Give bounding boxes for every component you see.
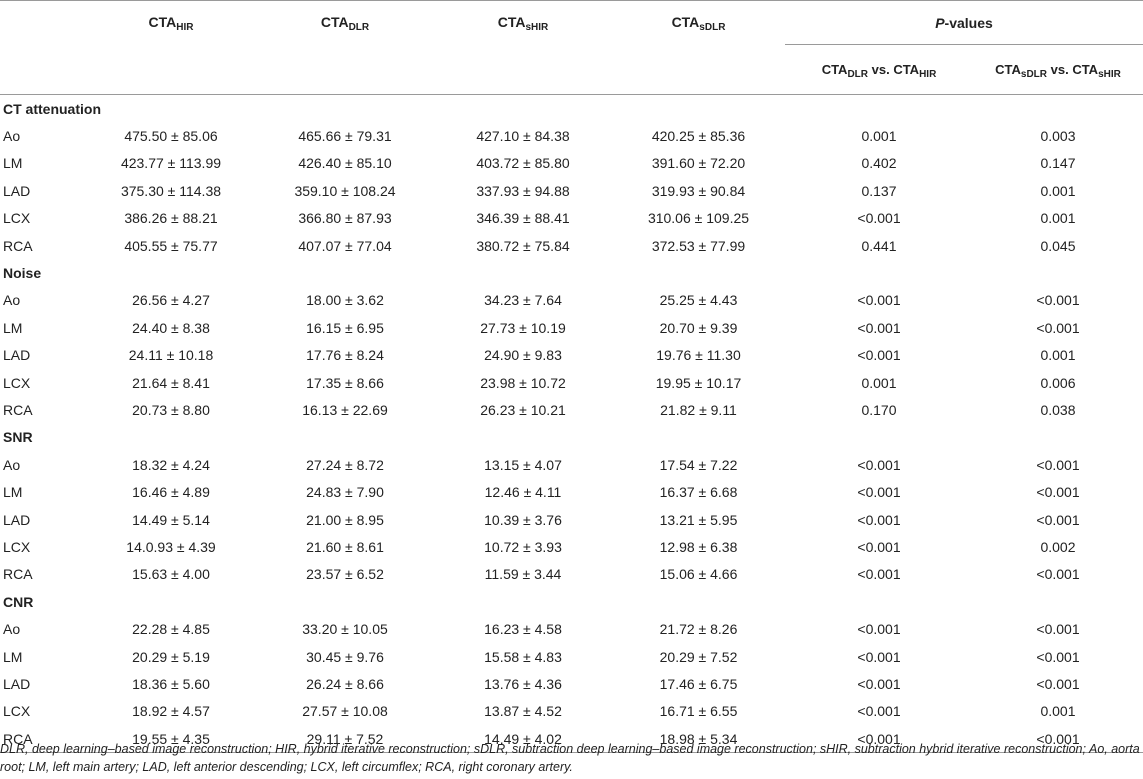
p-value-cell: <0.001 [857, 511, 901, 528]
value-cell: 16.23 ± 4.58 [484, 621, 562, 638]
section-title: Noise [3, 265, 42, 282]
value-cell: 17.35 ± 8.66 [306, 374, 384, 391]
table-footnote: DLR, deep learning–based image reconstruction; HIR, hybrid iterative reconstruction; sDLR, subtraction deep learning–based image reconstruction; sHIR, subtraction hybrid iterative reconstruction; Ao, aorta root; LM, left main artery; LAD, left anterior descending; LCX, left circumflex; RCA, right coronary artery. [0, 742, 1140, 774]
header-cta-sdlr: $CTA_{sDLR}$ [612, 1, 785, 95]
row-label: LM [3, 648, 23, 665]
header-cta-dlr: $CTA_{DLR}$ [256, 1, 434, 95]
value-cell: 423.77 ± 113.99 [120, 155, 222, 172]
table-row [0, 232, 1143, 259]
section-row [0, 95, 1143, 123]
section-row [0, 259, 1143, 286]
value-cell: 366.80 ± 87.93 [298, 210, 392, 227]
p-value-cell: <0.001 [857, 319, 901, 336]
value-cell: 25.25 ± 4.43 [659, 292, 738, 309]
p-value-cell: 0.001 [1040, 347, 1076, 364]
header-empty-cell [0, 1, 86, 95]
p-value-cell: <0.001 [973, 725, 1143, 753]
value-cell: 20.29 ± 7.52 [659, 648, 738, 665]
value-cell: 19.55 ± 4.35 [86, 725, 256, 753]
row-label: LCX [3, 374, 31, 391]
value-cell: 391.60 ± 72.20 [651, 155, 746, 172]
row-label: RCA [0, 725, 86, 753]
section-title: SNR [3, 429, 33, 446]
value-cell: 20.73 ± 8.80 [132, 401, 210, 418]
value-cell: 23.98 ± 10.72 [480, 374, 566, 391]
p-value-cell: 0.001 [1040, 182, 1076, 199]
value-cell: 319.93 ± 90.84 [651, 182, 746, 199]
value-cell: 475.50 ± 85.06 [124, 128, 218, 145]
p-value-cell: <0.001 [857, 621, 901, 638]
value-cell: 337.93 ± 94.88 [476, 182, 570, 199]
table-row [0, 643, 1143, 670]
value-cell: 24.83 ± 7.90 [306, 484, 384, 501]
p-value-cell: 0.441 [861, 237, 897, 254]
value-cell: 16.46 ± 4.89 [132, 484, 210, 501]
value-cell: 24.11 ± 10.18 [128, 347, 214, 364]
row-label: LM [3, 484, 23, 501]
value-cell: 27.73 ± 10.19 [480, 319, 566, 336]
value-cell: 359.10 ± 108.24 [294, 182, 396, 199]
p-value-cell: <0.001 [857, 292, 901, 309]
value-cell: 12.98 ± 6.38 [659, 538, 738, 555]
table-row [0, 150, 1143, 177]
p-value-cell: 0.137 [861, 182, 897, 199]
row-label: Ao [3, 621, 21, 638]
value-cell: 405.55 ± 75.77 [124, 237, 218, 254]
p-value-cell: <0.001 [857, 675, 901, 692]
p-value-cell: 0.001 [1040, 210, 1076, 227]
table-row [0, 533, 1143, 560]
p-value-cell: <0.001 [1036, 648, 1080, 665]
row-label: LCX [3, 538, 31, 555]
value-cell: 17.46 ± 6.75 [659, 675, 738, 692]
value-cell: 407.07 ± 77.04 [298, 237, 392, 254]
value-cell: 13.21 ± 5.95 [659, 511, 738, 528]
p-value-cell: <0.001 [857, 703, 901, 720]
table-row [0, 122, 1143, 149]
table-row [0, 342, 1143, 369]
value-cell: 15.58 ± 4.83 [484, 648, 562, 665]
value-cell: 21.82 ± 9.11 [660, 401, 737, 418]
row-label: LAD [3, 347, 31, 364]
row-label: LCX [3, 703, 31, 720]
table-row [0, 615, 1143, 642]
value-cell: 380.72 ± 75.84 [476, 237, 570, 254]
p-value-cell: 0.045 [1040, 237, 1076, 254]
value-cell: 24.90 ± 9.83 [484, 347, 562, 364]
section-title: CNR [3, 593, 34, 610]
value-cell: 26.24 ± 8.66 [306, 675, 384, 692]
row-label: Ao [3, 128, 21, 145]
header-cta-shir: $CTA_{sHIR}$ [434, 1, 612, 95]
value-cell: 10.39 ± 3.76 [484, 511, 562, 528]
p-value-cell: 0.001 [861, 128, 897, 145]
row-label: LAD [3, 511, 31, 528]
value-cell: 12.46 ± 4.11 [484, 484, 562, 501]
row-label: Ao [3, 292, 21, 309]
value-cell: 14.0.93 ± 4.39 [126, 538, 216, 555]
value-cell: 10.72 ± 3.93 [484, 538, 562, 555]
p-value-cell: 0.147 [1040, 155, 1076, 172]
value-cell: 16.71 ± 6.55 [659, 703, 738, 720]
value-cell: 426.40 ± 85.10 [298, 155, 392, 172]
value-cell: 375.30 ± 114.38 [120, 182, 222, 199]
p-value-cell: 0.001 [1040, 703, 1076, 720]
value-cell: 18.98 ± 5.34 [612, 725, 785, 753]
section-row [0, 588, 1143, 615]
p-value-cell: 0.002 [1040, 538, 1076, 555]
value-cell: 26.56 ± 4.27 [132, 292, 210, 309]
table-row [0, 670, 1143, 697]
table-row [0, 205, 1143, 232]
p-value-cell: <0.001 [857, 456, 901, 473]
p-value-cell: <0.001 [857, 648, 901, 665]
value-cell: 27.24 ± 8.72 [306, 456, 384, 473]
value-cell: 18.92 ± 4.57 [132, 703, 210, 720]
p-value-cell: 0.170 [861, 401, 897, 418]
p-value-cell: <0.001 [857, 484, 901, 501]
header-cta-hir: $CTA_{HIR}$ [86, 1, 256, 95]
p-value-cell: <0.001 [857, 566, 901, 583]
value-cell: 403.72 ± 85.80 [476, 155, 570, 172]
table-row [0, 287, 1143, 314]
value-cell: 29.11 ± 7.52 [256, 725, 434, 753]
p-value-cell: <0.001 [857, 347, 901, 364]
value-cell: 19.76 ± 11.30 [656, 347, 741, 364]
value-cell: 16.13 ± 22.69 [302, 401, 388, 418]
p-value-cell: <0.001 [857, 538, 901, 555]
value-cell: 16.15 ± 6.95 [306, 319, 384, 336]
value-cell: 21.64 ± 8.41 [132, 374, 210, 391]
value-cell: 14.49 ± 5.14 [132, 511, 210, 528]
value-cell: 18.32 ± 4.24 [132, 456, 210, 473]
row-label: LM [3, 319, 23, 336]
p-value-cell: <0.001 [857, 210, 901, 227]
p-value-cell: <0.001 [1036, 511, 1080, 528]
table-row [0, 451, 1143, 478]
row-label: RCA [3, 566, 33, 583]
value-cell: 16.37 ± 6.68 [659, 484, 738, 501]
row-label: RCA [3, 401, 33, 418]
value-cell: 24.40 ± 8.38 [132, 319, 210, 336]
table-body [0, 95, 1143, 753]
value-cell: 13.15 ± 4.07 [484, 456, 562, 473]
value-cell: 21.72 ± 8.26 [659, 621, 738, 638]
row-label: Ao [3, 456, 21, 473]
value-cell: 17.54 ± 7.22 [659, 456, 738, 473]
value-cell: 11.59 ± 3.44 [484, 566, 562, 583]
value-cell: 34.23 ± 7.64 [484, 292, 562, 309]
table-row [0, 506, 1143, 533]
value-cell: 20.29 ± 5.19 [132, 648, 210, 665]
value-cell: 14.49 ± 4.02 [434, 725, 612, 753]
p-value-cell: 0.001 [861, 374, 897, 391]
value-cell: 19.95 ± 10.17 [655, 374, 742, 391]
value-cell: 23.57 ± 6.52 [306, 566, 384, 583]
p-value-cell: <0.001 [1036, 566, 1080, 583]
p-value-cell: <0.001 [785, 725, 973, 753]
p-value-cell: <0.001 [1036, 484, 1080, 501]
table-row [0, 369, 1143, 396]
value-cell: 310.06 ± 109.25 [647, 210, 750, 227]
header-dlr-vs-hir: $CTA_{DLR}$ vs. $CTA_{HIR}$ [785, 45, 973, 95]
value-cell: 21.60 ± 8.61 [306, 538, 384, 555]
value-cell: 33.20 ± 10.05 [302, 621, 388, 638]
value-cell: 427.10 ± 84.38 [476, 128, 570, 145]
p-value-cell: <0.001 [1036, 675, 1080, 692]
p-value-cell: <0.001 [1036, 292, 1080, 309]
p-value-cell: 0.038 [1040, 401, 1076, 418]
p-value-cell: <0.001 [1036, 621, 1080, 638]
row-label: RCA [3, 237, 33, 254]
value-cell: 20.70 ± 9.39 [659, 319, 738, 336]
value-cell: 346.39 ± 88.41 [476, 210, 570, 227]
table-row [0, 177, 1143, 204]
value-cell: 26.23 ± 10.21 [480, 401, 566, 418]
p-value-cell: <0.001 [1036, 319, 1080, 336]
value-cell: 21.00 ± 8.95 [306, 511, 384, 528]
section-row [0, 424, 1143, 451]
table-row [0, 396, 1143, 423]
table-row [0, 698, 1143, 725]
value-cell: 13.76 ± 4.36 [484, 675, 562, 692]
value-cell: 15.63 ± 4.00 [132, 566, 210, 583]
p-value-cell: 0.003 [1040, 128, 1076, 145]
value-cell: 27.57 ± 10.08 [302, 703, 388, 720]
section-title: CT attenuation [3, 100, 101, 117]
p-value-cell: 0.006 [1040, 374, 1076, 391]
value-cell: 372.53 ± 77.99 [651, 237, 746, 254]
row-label: LM [3, 155, 23, 172]
header-sdlr-vs-shir: $CTA_{sDLR}$ vs. $CTA_{sHIR}$ [973, 45, 1143, 95]
row-label: LCX [3, 210, 31, 227]
p-value-cell: <0.001 [1036, 456, 1080, 473]
value-cell: 13.87 ± 4.52 [484, 703, 562, 720]
p-value-cell: 0.402 [861, 155, 897, 172]
table-row [0, 478, 1143, 505]
value-cell: 22.28 ± 4.85 [132, 621, 210, 638]
value-cell: 420.25 ± 85.36 [651, 128, 746, 145]
table-row [0, 561, 1143, 588]
value-cell: 18.36 ± 5.60 [132, 675, 210, 692]
value-cell: 15.06 ± 4.66 [659, 566, 738, 583]
value-cell: 386.26 ± 88.21 [124, 210, 218, 227]
value-cell: 30.45 ± 9.76 [306, 648, 384, 665]
value-cell: 465.66 ± 79.31 [298, 128, 392, 145]
value-cell: 17.76 ± 8.24 [306, 347, 384, 364]
row-label: LAD [3, 675, 31, 692]
header-p-values: P-values [785, 1, 1143, 45]
row-label: LAD [3, 182, 31, 199]
table-header [0, 1, 1143, 95]
value-cell: 18.00 ± 3.62 [306, 292, 384, 309]
table-row [0, 314, 1143, 341]
